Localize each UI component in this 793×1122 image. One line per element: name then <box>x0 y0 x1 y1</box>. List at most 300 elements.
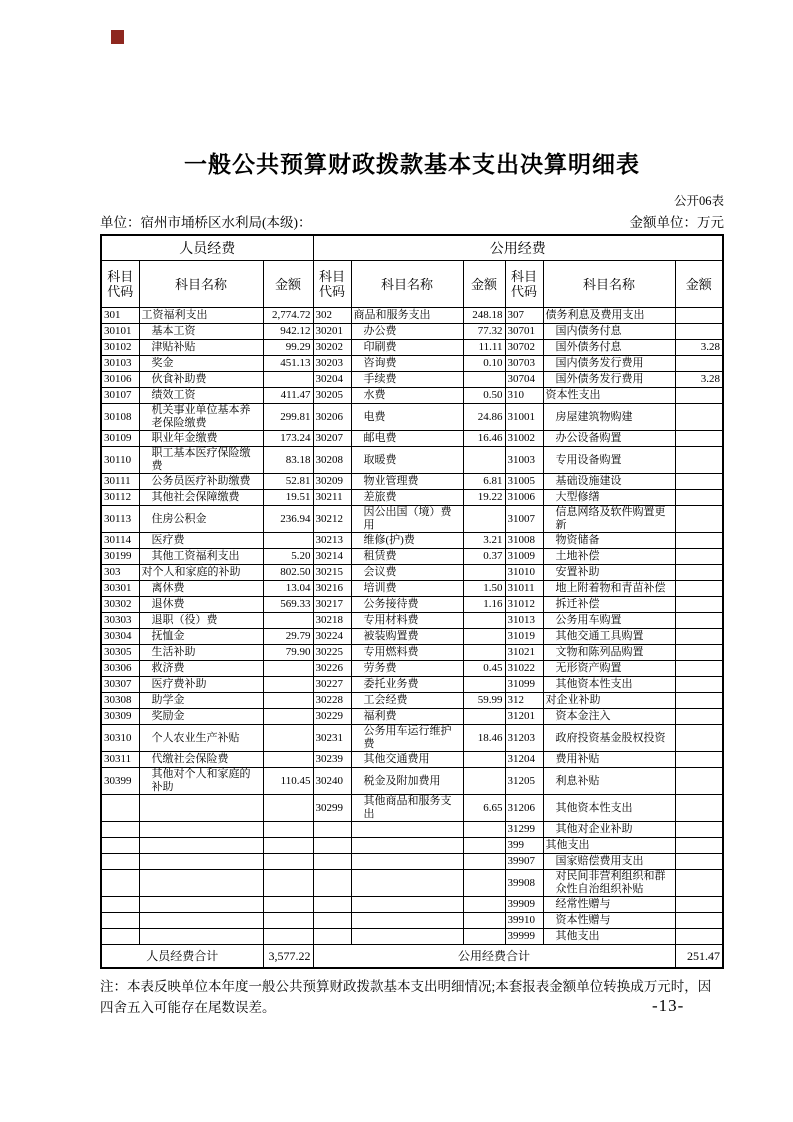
amount-cell <box>263 822 313 838</box>
code-cell: 30202 <box>313 340 351 356</box>
amount-cell <box>675 645 723 661</box>
code-cell: 30103 <box>101 356 139 372</box>
name-cell: 福利费 <box>351 709 463 725</box>
name-cell: 国外债务发行费用 <box>543 372 675 388</box>
col-header-amount: 金额 <box>675 261 723 308</box>
amount-cell: 299.81 <box>263 404 313 431</box>
amount-cell <box>463 506 505 533</box>
code-cell: 30214 <box>313 549 351 565</box>
code-cell: 30111 <box>101 474 139 490</box>
table-row <box>101 533 723 549</box>
name-cell: 无形资产购置 <box>543 661 675 677</box>
amount-cell: 13.04 <box>263 581 313 597</box>
amount-cell <box>263 677 313 693</box>
table-row <box>101 474 723 490</box>
name-cell <box>351 838 463 854</box>
name-cell: 伙食补助费 <box>139 372 263 388</box>
amount-cell <box>675 506 723 533</box>
name-cell: 因公出国（境）费用 <box>351 506 463 533</box>
code-cell: 30207 <box>313 431 351 447</box>
code-cell: 39999 <box>505 929 543 945</box>
name-cell: 其他资本性支出 <box>543 677 675 693</box>
name-cell: 抚恤金 <box>139 629 263 645</box>
name-cell: 其他商品和服务支出 <box>351 795 463 822</box>
col-header-name: 科目名称 <box>139 261 263 308</box>
amount-cell <box>463 709 505 725</box>
name-cell: 电费 <box>351 404 463 431</box>
amount-cell: 942.12 <box>263 324 313 340</box>
amount-cell <box>263 929 313 945</box>
name-cell: 机关事业单位基本养老保险缴费 <box>139 404 263 431</box>
amount-cell <box>263 854 313 870</box>
name-cell: 商品和服务支出 <box>351 308 463 324</box>
amount-cell <box>675 431 723 447</box>
name-cell: 邮电费 <box>351 431 463 447</box>
name-cell: 其他交通费用 <box>351 752 463 768</box>
name-cell: 对企业补助 <box>543 693 675 709</box>
name-cell: 公务员医疗补助缴费 <box>139 474 263 490</box>
col-header-code: 科目代码 <box>313 261 351 308</box>
name-cell: 救济费 <box>139 661 263 677</box>
table-row <box>101 388 723 404</box>
code-cell: 30205 <box>313 388 351 404</box>
code-cell <box>101 854 139 870</box>
amount-cell: 236.94 <box>263 506 313 533</box>
name-cell <box>139 897 263 913</box>
amount-cell <box>263 752 313 768</box>
amount-cell <box>675 597 723 613</box>
amount-cell <box>675 474 723 490</box>
code-cell: 39907 <box>505 854 543 870</box>
name-cell: 工会经费 <box>351 693 463 709</box>
code-cell: 31205 <box>505 768 543 795</box>
amount-cell: 411.47 <box>263 388 313 404</box>
code-cell: 30109 <box>101 431 139 447</box>
name-cell: 国家赔偿费用支出 <box>543 854 675 870</box>
table-row <box>101 372 723 388</box>
amount-cell <box>675 752 723 768</box>
table-row <box>101 549 723 565</box>
name-cell: 咨询费 <box>351 356 463 372</box>
amount-cell <box>675 388 723 404</box>
name-cell: 其他对个人和家庭的补助 <box>139 768 263 795</box>
amount-cell: 3.28 <box>675 340 723 356</box>
amount-cell: 0.37 <box>463 549 505 565</box>
name-cell <box>139 854 263 870</box>
amount-cell: 6.81 <box>463 474 505 490</box>
amount-cell: 18.46 <box>463 725 505 752</box>
code-cell: 30203 <box>313 356 351 372</box>
code-cell: 30701 <box>505 324 543 340</box>
name-cell: 其他资本性支出 <box>543 795 675 822</box>
table-row <box>101 431 723 447</box>
budget-table <box>100 234 724 969</box>
table-row <box>101 768 723 795</box>
name-cell: 对民间非营利组织和群众性自治组织补贴 <box>543 870 675 897</box>
code-cell: 30107 <box>101 388 139 404</box>
name-cell: 费用补贴 <box>543 752 675 768</box>
amount-cell <box>675 447 723 474</box>
amount-cell <box>675 693 723 709</box>
amount-cell <box>463 913 505 929</box>
amount-cell <box>675 404 723 431</box>
table-row <box>101 645 723 661</box>
code-cell: 302 <box>313 308 351 324</box>
amount-cell: 3.28 <box>675 372 723 388</box>
name-cell <box>351 897 463 913</box>
amount-cell <box>463 854 505 870</box>
code-cell: 31012 <box>505 597 543 613</box>
name-cell: 培训费 <box>351 581 463 597</box>
name-cell: 国外债务付息 <box>543 340 675 356</box>
amount-cell <box>263 897 313 913</box>
amount-cell: 29.79 <box>263 629 313 645</box>
code-cell: 30212 <box>313 506 351 533</box>
name-cell: 地上附着物和青苗补偿 <box>543 581 675 597</box>
name-cell: 维修(护)费 <box>351 533 463 549</box>
code-cell: 30305 <box>101 645 139 661</box>
name-cell: 房屋建筑物购建 <box>543 404 675 431</box>
name-cell <box>351 854 463 870</box>
name-cell: 劳务费 <box>351 661 463 677</box>
name-cell: 手续费 <box>351 372 463 388</box>
code-cell: 30102 <box>101 340 139 356</box>
name-cell: 公务用车运行维护费 <box>351 725 463 752</box>
group-header-row <box>101 235 723 261</box>
table-row <box>101 613 723 629</box>
amount-cell <box>463 929 505 945</box>
name-cell: 退休费 <box>139 597 263 613</box>
amount-cell <box>675 308 723 324</box>
amount-cell <box>675 897 723 913</box>
name-cell: 对个人和家庭的补助 <box>139 565 263 581</box>
code-cell: 30311 <box>101 752 139 768</box>
amount-cell: 1.50 <box>463 581 505 597</box>
name-cell: 被装购置费 <box>351 629 463 645</box>
amount-cell: 248.18 <box>463 308 505 324</box>
code-cell <box>101 795 139 822</box>
name-cell: 住房公积金 <box>139 506 263 533</box>
code-cell: 31206 <box>505 795 543 822</box>
footnote <box>100 976 724 1018</box>
name-cell: 物业管理费 <box>351 474 463 490</box>
amount-cell: 6.65 <box>463 795 505 822</box>
public-total-label: 公用经费合计 <box>313 945 675 969</box>
name-cell <box>139 929 263 945</box>
totals-row <box>101 945 723 969</box>
amount-cell <box>675 565 723 581</box>
name-cell: 拆迁补偿 <box>543 597 675 613</box>
code-cell: 307 <box>505 308 543 324</box>
code-cell: 30304 <box>101 629 139 645</box>
amount-cell: 1.16 <box>463 597 505 613</box>
name-cell: 专用设备购置 <box>543 447 675 474</box>
code-cell: 303 <box>101 565 139 581</box>
code-cell: 30224 <box>313 629 351 645</box>
amount-cell: 52.81 <box>263 474 313 490</box>
code-cell <box>313 913 351 929</box>
code-cell: 31021 <box>505 645 543 661</box>
code-cell: 30213 <box>313 533 351 549</box>
code-cell: 310 <box>505 388 543 404</box>
meta-row <box>100 211 724 231</box>
code-cell: 31201 <box>505 709 543 725</box>
code-cell: 30218 <box>313 613 351 629</box>
amount-cell <box>675 613 723 629</box>
code-cell: 30231 <box>313 725 351 752</box>
code-cell: 30101 <box>101 324 139 340</box>
amount-cell <box>263 795 313 822</box>
amount-cell: 77.32 <box>463 324 505 340</box>
name-cell: 工资福利支出 <box>139 308 263 324</box>
table-row <box>101 340 723 356</box>
code-cell: 30206 <box>313 404 351 431</box>
table-row <box>101 581 723 597</box>
amount-cell <box>463 613 505 629</box>
name-cell: 专用燃料费 <box>351 645 463 661</box>
amount-cell <box>263 533 313 549</box>
table-row <box>101 597 723 613</box>
name-cell: 安置补助 <box>543 565 675 581</box>
code-cell: 31013 <box>505 613 543 629</box>
amount-cell <box>263 725 313 752</box>
name-cell <box>139 913 263 929</box>
table-row <box>101 677 723 693</box>
code-cell: 31010 <box>505 565 543 581</box>
code-cell: 31008 <box>505 533 543 549</box>
amount-cell: 2,774.72 <box>263 308 313 324</box>
code-cell: 30308 <box>101 693 139 709</box>
code-cell: 30229 <box>313 709 351 725</box>
name-cell: 个人农业生产补贴 <box>139 725 263 752</box>
name-cell: 利息补贴 <box>543 768 675 795</box>
amount-cell <box>463 752 505 768</box>
name-cell: 债务利息及费用支出 <box>543 308 675 324</box>
name-cell: 国内债务发行费用 <box>543 356 675 372</box>
code-cell: 30226 <box>313 661 351 677</box>
col-header-name: 科目名称 <box>543 261 675 308</box>
code-cell: 30703 <box>505 356 543 372</box>
name-cell: 其他工资福利支出 <box>139 549 263 565</box>
col-header-amount: 金额 <box>263 261 313 308</box>
amount-cell <box>675 929 723 945</box>
amount-cell: 5.20 <box>263 549 313 565</box>
amount-cell <box>263 709 313 725</box>
code-cell: 30114 <box>101 533 139 549</box>
amount-cell <box>675 768 723 795</box>
name-cell: 公务用车购置 <box>543 613 675 629</box>
code-cell: 30199 <box>101 549 139 565</box>
name-cell: 奖励金 <box>139 709 263 725</box>
code-cell: 30704 <box>505 372 543 388</box>
name-cell: 基础设施建设 <box>543 474 675 490</box>
name-cell: 资本性支出 <box>543 388 675 404</box>
code-cell: 30211 <box>313 490 351 506</box>
amount-cell: 19.51 <box>263 490 313 506</box>
code-cell <box>313 929 351 945</box>
table-row <box>101 822 723 838</box>
code-cell: 30239 <box>313 752 351 768</box>
amount-cell: 59.99 <box>463 693 505 709</box>
name-cell: 医疗费补助 <box>139 677 263 693</box>
table-row <box>101 838 723 854</box>
amount-cell <box>675 854 723 870</box>
page-title: 一般公共预算财政拨款基本支出决算明细表 <box>184 151 640 177</box>
name-cell: 基本工资 <box>139 324 263 340</box>
code-cell <box>101 870 139 897</box>
name-cell: 退职（役）费 <box>139 613 263 629</box>
name-cell <box>139 870 263 897</box>
code-cell: 30307 <box>101 677 139 693</box>
name-cell: 其他社会保障缴费 <box>139 490 263 506</box>
code-cell <box>313 822 351 838</box>
name-cell: 土地补偿 <box>543 549 675 565</box>
table-row <box>101 661 723 677</box>
code-cell: 30106 <box>101 372 139 388</box>
name-cell: 国内债务付息 <box>543 324 675 340</box>
page-number: -13- <box>652 996 685 1015</box>
name-cell <box>351 929 463 945</box>
name-cell: 办公设备购置 <box>543 431 675 447</box>
code-cell: 312 <box>505 693 543 709</box>
name-cell <box>351 870 463 897</box>
code-cell: 30108 <box>101 404 139 431</box>
table-row <box>101 404 723 431</box>
amount-cell <box>263 372 313 388</box>
name-cell: 绩效工资 <box>139 388 263 404</box>
code-cell <box>313 870 351 897</box>
amount-cell <box>263 661 313 677</box>
code-cell: 31007 <box>505 506 543 533</box>
code-cell <box>313 838 351 854</box>
amount-cell <box>675 581 723 597</box>
amount-cell: 0.45 <box>463 661 505 677</box>
code-cell <box>101 913 139 929</box>
name-cell: 其他支出 <box>543 929 675 945</box>
code-cell: 30112 <box>101 490 139 506</box>
code-cell <box>101 838 139 854</box>
amount-cell <box>463 565 505 581</box>
amount-cell <box>263 693 313 709</box>
name-cell: 水费 <box>351 388 463 404</box>
amount-cell <box>463 768 505 795</box>
amount-cell: 99.29 <box>263 340 313 356</box>
code-cell: 30302 <box>101 597 139 613</box>
table-row <box>101 752 723 768</box>
code-cell: 30227 <box>313 677 351 693</box>
code-cell: 39908 <box>505 870 543 897</box>
code-cell: 31099 <box>505 677 543 693</box>
code-cell: 30110 <box>101 447 139 474</box>
col-header-code: 科目代码 <box>505 261 543 308</box>
code-cell: 31299 <box>505 822 543 838</box>
table-body <box>101 308 723 945</box>
code-cell: 30215 <box>313 565 351 581</box>
amount-cell <box>675 725 723 752</box>
code-cell <box>313 897 351 913</box>
amount-cell: 569.33 <box>263 597 313 613</box>
group-header-personnel: 人员经费 <box>101 235 313 261</box>
amount-cell <box>675 629 723 645</box>
amount-cell: 451.13 <box>263 356 313 372</box>
table-row <box>101 629 723 645</box>
name-cell: 生活补助 <box>139 645 263 661</box>
code-cell: 31003 <box>505 447 543 474</box>
personnel-total-label: 人员经费合计 <box>101 945 263 969</box>
code-cell: 31009 <box>505 549 543 565</box>
unit-label: 单位：宿州市埇桥区水利局(本级)： <box>100 215 312 230</box>
code-cell: 30301 <box>101 581 139 597</box>
amount-cell: 11.11 <box>463 340 505 356</box>
amount-cell <box>463 645 505 661</box>
public-total-value: 251.47 <box>675 945 723 969</box>
name-cell: 医疗费 <box>139 533 263 549</box>
amount-cell <box>463 822 505 838</box>
amount-cell <box>675 490 723 506</box>
amount-unit-label: 金额单位：万元 <box>629 215 724 230</box>
amount-cell <box>675 913 723 929</box>
amount-cell <box>463 629 505 645</box>
col-header-code: 科目代码 <box>101 261 139 308</box>
code-cell: 30216 <box>313 581 351 597</box>
name-cell: 代缴社会保险费 <box>139 752 263 768</box>
red-stamp-mark <box>111 30 124 44</box>
amount-cell <box>675 549 723 565</box>
table-row <box>101 913 723 929</box>
code-cell: 30303 <box>101 613 139 629</box>
amount-cell <box>675 661 723 677</box>
name-cell: 助学金 <box>139 693 263 709</box>
table-row <box>101 929 723 945</box>
code-cell: 31022 <box>505 661 543 677</box>
code-cell: 31011 <box>505 581 543 597</box>
amount-cell: 3.21 <box>463 533 505 549</box>
amount-cell <box>675 533 723 549</box>
code-cell: 31019 <box>505 629 543 645</box>
amount-cell <box>463 897 505 913</box>
footnote-line-1: 注：本表反映单位本年度一般公共预算财政拨款基本支出明细情况;本套报表金额单位转换成万元时，因 <box>100 979 712 994</box>
amount-cell <box>263 870 313 897</box>
amount-cell: 83.18 <box>263 447 313 474</box>
amount-cell <box>263 913 313 929</box>
amount-cell: 173.24 <box>263 431 313 447</box>
group-header-public: 公用经费 <box>313 235 723 261</box>
amount-cell <box>675 870 723 897</box>
table-row <box>101 490 723 506</box>
col-header-name: 科目名称 <box>351 261 463 308</box>
amount-cell <box>675 795 723 822</box>
code-cell: 30113 <box>101 506 139 533</box>
amount-cell: 24.86 <box>463 404 505 431</box>
name-cell: 物资储备 <box>543 533 675 549</box>
name-cell: 专用材料费 <box>351 613 463 629</box>
amount-cell <box>463 372 505 388</box>
name-cell: 办公费 <box>351 324 463 340</box>
table-row <box>101 725 723 752</box>
code-cell: 30306 <box>101 661 139 677</box>
table-row <box>101 308 723 324</box>
name-cell: 其他对企业补助 <box>543 822 675 838</box>
code-cell: 31002 <box>505 431 543 447</box>
footnote-line-2: 四舍五入可能存在尾数误差。 <box>100 1000 276 1015</box>
amount-cell <box>675 838 723 854</box>
amount-cell: 802.50 <box>263 565 313 581</box>
form-number: 公开06表 <box>673 194 724 208</box>
code-cell: 31203 <box>505 725 543 752</box>
code-cell: 301 <box>101 308 139 324</box>
code-cell: 30201 <box>313 324 351 340</box>
code-cell <box>101 897 139 913</box>
